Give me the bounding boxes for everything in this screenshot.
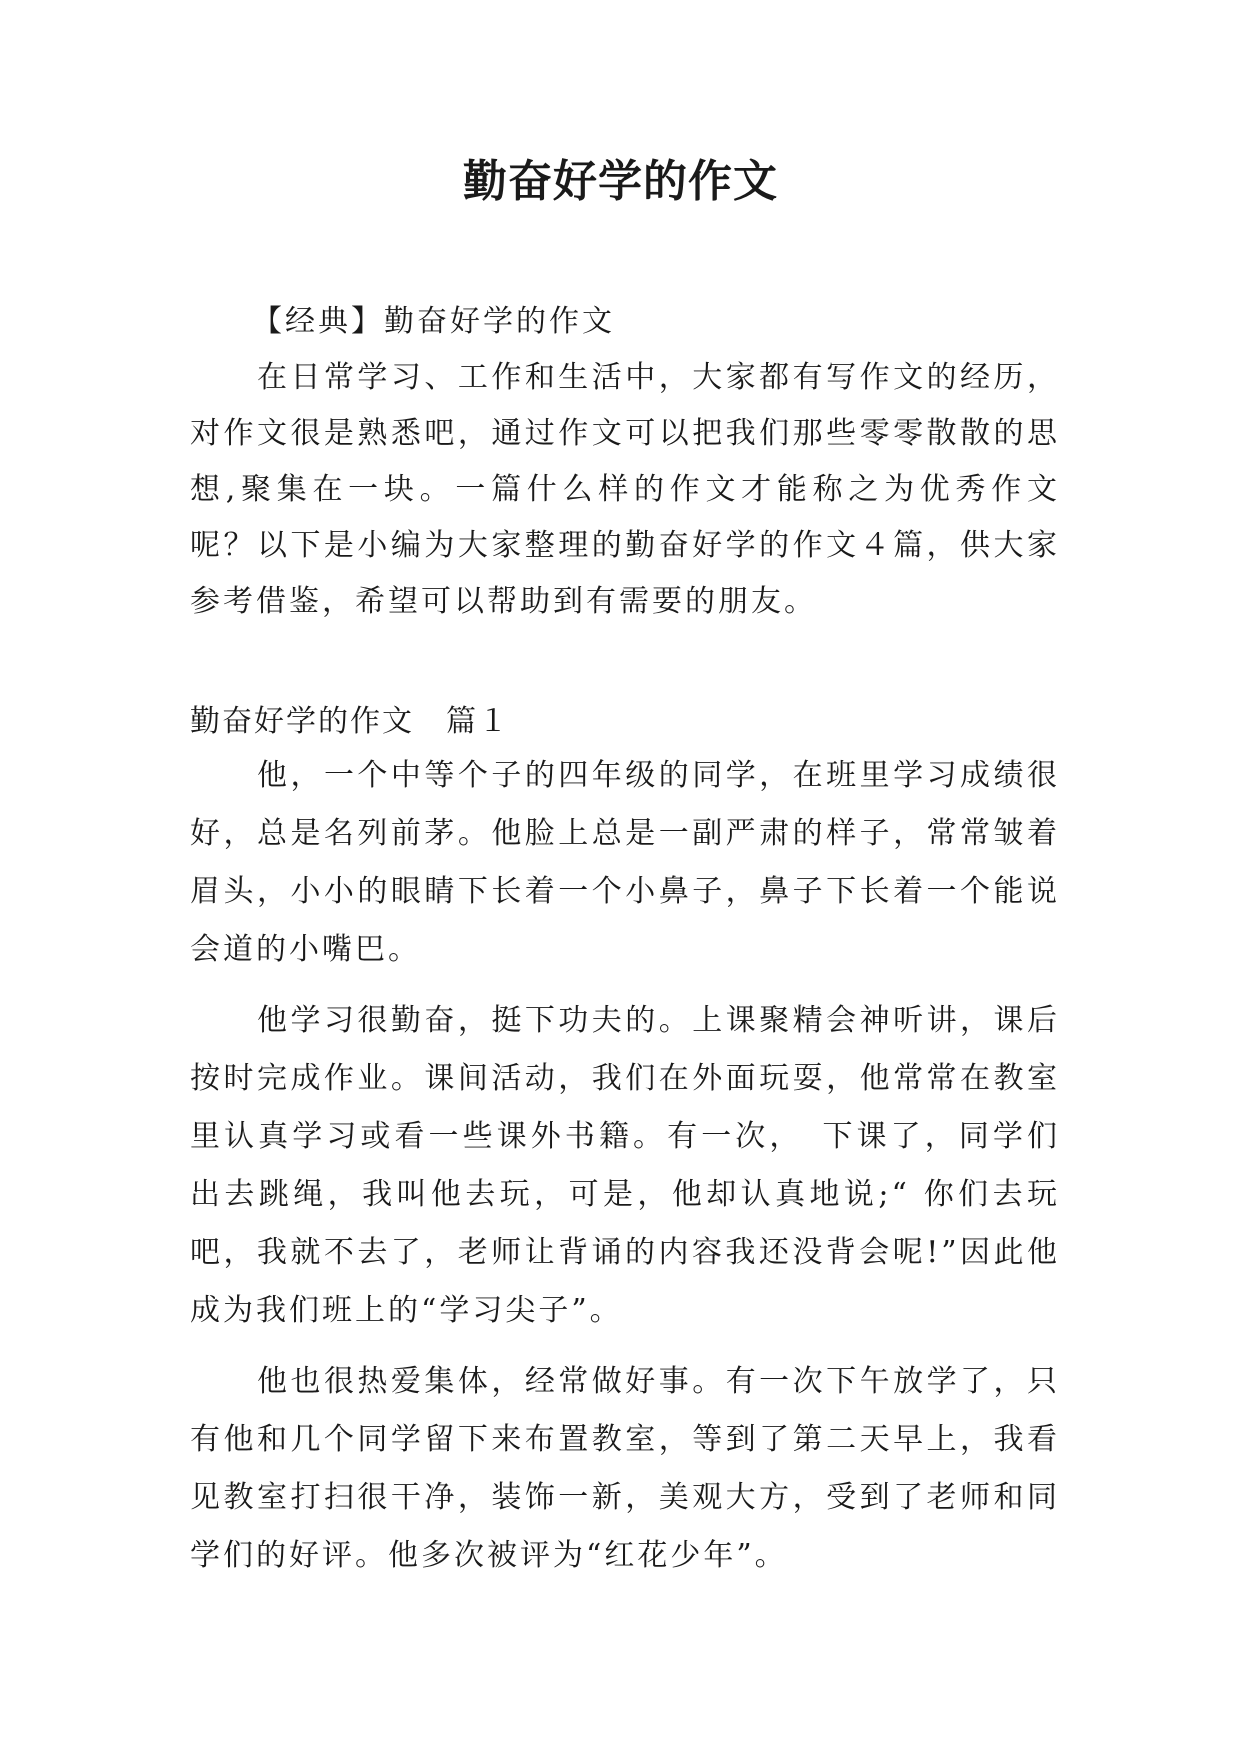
essay-paragraph: 他也很热爱集体，经常做好事。有一次下午放学了，只有他和几个同学留下来布置教室，等到了第二天早上，我看见教室打扫很干净，装饰一新，美观大方，受到了老师和同学们的好评。他多次被评为“红花少年”。 xyxy=(190,1364,1060,1573)
document-subtitle: 【经典】勤奋好学的作文 xyxy=(252,304,615,339)
document-title: 勤奋好学的作文 xyxy=(463,156,778,207)
essay-body xyxy=(190,747,1060,1585)
intro-paragraph: 在日常学习、工作和生活中，大家都有写作文的经历，对作文很是熟悉吧，通过作文可以把我们那些零零散散的思想,聚集在一块。一篇什么样的作文才能称之为优秀作文呢？以下是小编为大家整理的勤奋好学的作文４篇，供大家参考借鉴，希望可以帮助到有需要的朋友。 xyxy=(190,360,1060,619)
section-heading: 勤奋好学的作文 篇１ xyxy=(190,704,510,739)
essay-paragraph: 他学习很勤奋，挺下功夫的。上课聚精会神听讲，课后按时完成作业。课间活动，我们在外面玩耍，他常常在教室里认真学习或看一些课外书籍。有一次， 下课了，同学们出去跳绳，我叫他去玩，可是，他却认真地说;“ 你们去玩吧，我就不去了，老师让背诵的内容我还没背会呢!”因此他成为我们班上的“学习尖子”。 xyxy=(190,1003,1060,1328)
essay-paragraph: 他，一个中等个子的四年级的同学，在班里学习成绩很好，总是名列前茅。他脸上总是一副严肃的样子，常常皱着眉头，小小的眼睛下长着一个小鼻子，鼻子下长着一个能说会道的小嘴巴。 xyxy=(190,758,1060,967)
